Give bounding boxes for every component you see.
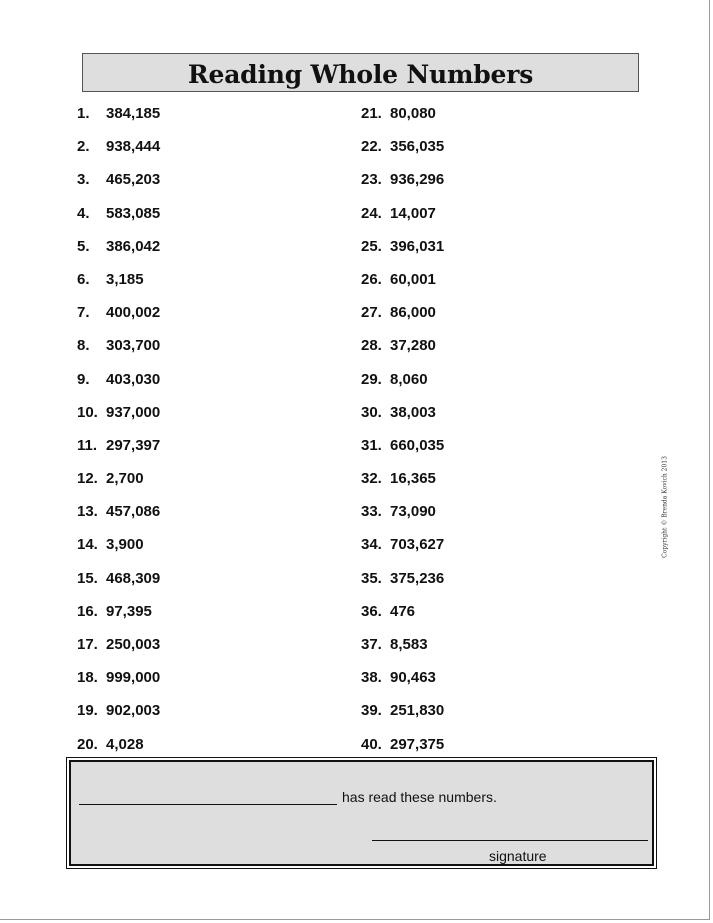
- number-item: [77, 302, 160, 335]
- item-value: 386,042: [106, 237, 161, 255]
- item-value: 3,185: [106, 270, 144, 288]
- number-item: [77, 236, 160, 269]
- item-number: 28.: [361, 337, 382, 355]
- number-item: [361, 601, 444, 634]
- item-number: 40.: [361, 735, 382, 753]
- item-number: 39.: [361, 702, 382, 720]
- item-value: 936,296: [390, 171, 445, 189]
- item-value: 375,236: [390, 569, 445, 587]
- number-item: [361, 335, 444, 368]
- number-item: [77, 203, 160, 236]
- number-item: [77, 534, 160, 567]
- item-number: 5.: [77, 237, 90, 255]
- item-value: 251,830: [390, 702, 445, 720]
- number-item: [77, 700, 160, 733]
- item-number: 3.: [77, 171, 90, 189]
- item-value: 97,395: [106, 602, 152, 620]
- number-item: [361, 302, 444, 335]
- item-number: 32.: [361, 470, 382, 488]
- number-item: [77, 501, 160, 534]
- title-banner: [82, 53, 639, 92]
- number-item: [361, 435, 444, 468]
- item-value: 303,700: [106, 337, 161, 355]
- item-value: 476: [390, 602, 416, 620]
- signature-panel: [69, 760, 654, 866]
- number-item: [77, 634, 160, 667]
- item-number: 22.: [361, 138, 382, 156]
- item-value: 3,900: [106, 536, 144, 554]
- item-number: 29.: [361, 370, 382, 388]
- item-value: 90,463: [390, 669, 436, 687]
- item-number: 26.: [361, 270, 382, 288]
- page-title: Reading Whole Numbers: [187, 60, 534, 89]
- item-number: 2.: [77, 138, 90, 156]
- item-value: 4,028: [106, 735, 144, 753]
- item-value: 902,003: [106, 702, 161, 720]
- item-number: 38.: [361, 669, 382, 687]
- number-list-left: [77, 103, 160, 767]
- item-value: 660,035: [390, 436, 445, 454]
- item-number: 33.: [361, 503, 382, 521]
- signature-section: [66, 757, 657, 869]
- item-value: 465,203: [106, 171, 161, 189]
- signature-label: signature: [489, 848, 547, 864]
- item-value: 37,280: [390, 337, 436, 355]
- item-number: 30.: [361, 403, 382, 421]
- number-item: [77, 335, 160, 368]
- copyright-notice: Copyright © Brenda Kovich 2013: [661, 456, 669, 558]
- number-item: [361, 634, 444, 667]
- item-number: 34.: [361, 536, 382, 554]
- item-value: 86,000: [390, 304, 436, 322]
- item-value: 403,030: [106, 370, 161, 388]
- number-item: [361, 667, 444, 700]
- item-number: 17.: [77, 636, 98, 653]
- number-item: [361, 269, 444, 302]
- number-item: [361, 402, 444, 435]
- item-number: 9.: [77, 370, 90, 388]
- item-number: 8.: [77, 337, 90, 355]
- number-item: [361, 203, 444, 236]
- item-value: 8,060: [390, 370, 428, 388]
- item-value: 396,031: [390, 237, 445, 255]
- item-number: 7.: [77, 304, 90, 322]
- number-item: [77, 568, 160, 601]
- item-number: 31.: [361, 436, 382, 454]
- item-value: 14,007: [390, 204, 436, 222]
- item-value: 250,003: [106, 636, 161, 653]
- item-number: 4.: [77, 204, 90, 222]
- item-number: 10.: [77, 403, 98, 421]
- item-value: 80,080: [390, 105, 436, 122]
- item-number: 12.: [77, 470, 98, 488]
- item-value: 73,090: [390, 503, 436, 521]
- item-number: 37.: [361, 636, 382, 653]
- item-value: 703,627: [390, 536, 445, 554]
- number-item: [77, 369, 160, 402]
- number-item: [77, 601, 160, 634]
- number-item: [77, 103, 160, 136]
- number-item: [361, 136, 444, 169]
- number-item: [361, 700, 444, 733]
- item-number: 14.: [77, 536, 98, 554]
- item-number: 25.: [361, 237, 382, 255]
- item-number: 19.: [77, 702, 98, 720]
- item-value: 999,000: [106, 669, 161, 687]
- item-value: 356,035: [390, 138, 445, 156]
- number-item: [361, 501, 444, 534]
- item-number: 36.: [361, 602, 382, 620]
- number-item: [77, 136, 160, 169]
- number-item: [77, 402, 160, 435]
- item-value: 400,002: [106, 304, 161, 322]
- name-blank-line[interactable]: [79, 804, 337, 805]
- item-number: 13.: [77, 503, 98, 521]
- number-item: [77, 269, 160, 302]
- number-item: [361, 236, 444, 269]
- item-number: 15.: [77, 569, 98, 587]
- item-value: 38,003: [390, 403, 436, 421]
- item-value: 938,444: [106, 138, 161, 156]
- number-item: [77, 435, 160, 468]
- number-list-right: [361, 103, 444, 767]
- item-number: 18.: [77, 669, 98, 687]
- item-number: 23.: [361, 171, 382, 189]
- number-item: [361, 369, 444, 402]
- item-number: 20.: [77, 735, 98, 753]
- item-number: 24.: [361, 204, 382, 222]
- item-number: 35.: [361, 569, 382, 587]
- number-item: [361, 568, 444, 601]
- item-value: 297,375: [390, 735, 445, 753]
- number-item: [77, 667, 160, 700]
- number-item: [77, 468, 160, 501]
- item-value: 297,397: [106, 436, 161, 454]
- number-item: [361, 169, 444, 202]
- item-number: 21.: [361, 105, 382, 122]
- item-value: 384,185: [106, 105, 161, 122]
- item-number: 27.: [361, 304, 382, 322]
- item-value: 16,365: [390, 470, 436, 488]
- item-number: 16.: [77, 602, 98, 620]
- item-value: 457,086: [106, 503, 161, 521]
- item-value: 2,700: [106, 470, 144, 488]
- item-number: 6.: [77, 270, 90, 288]
- item-value: 468,309: [106, 569, 161, 587]
- read-statement: has read these numbers.: [342, 789, 497, 805]
- number-item: [361, 468, 444, 501]
- signature-blank-line[interactable]: [372, 840, 648, 841]
- item-value: 8,583: [390, 636, 428, 653]
- item-number: 11.: [77, 436, 98, 454]
- number-item: [77, 169, 160, 202]
- number-item: [361, 103, 444, 136]
- item-value: 60,001: [390, 270, 436, 288]
- item-value: 937,000: [106, 403, 161, 421]
- number-item: [361, 534, 444, 567]
- item-number: 1.: [77, 105, 90, 122]
- item-value: 583,085: [106, 204, 161, 222]
